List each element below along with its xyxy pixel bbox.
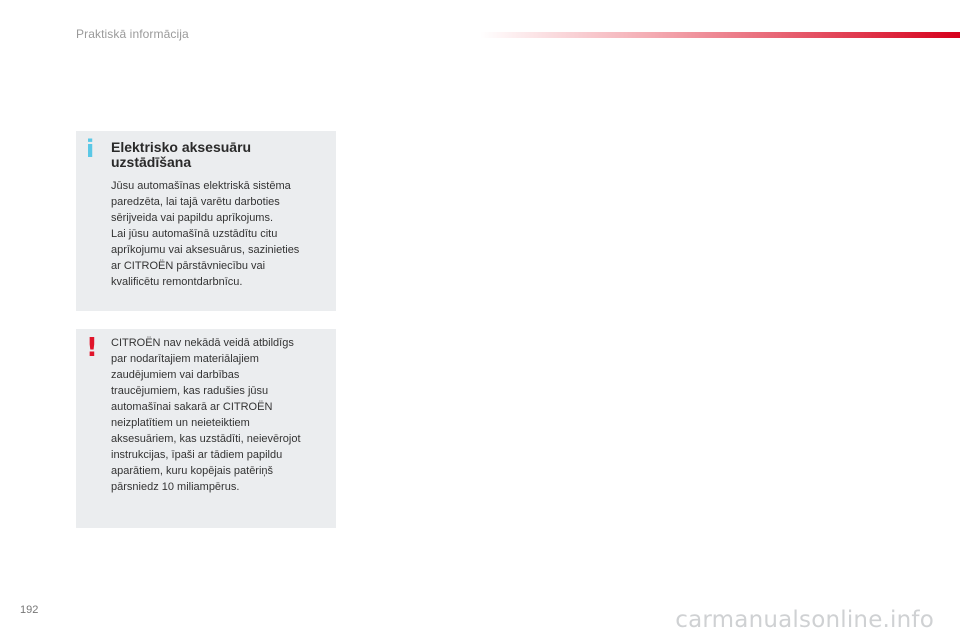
text-line: neizplatītiem un neieteiktiem [111, 417, 250, 429]
text-line: aparātiem, kuru kopējais patēriņš [111, 465, 274, 477]
text-line: paredzēta, lai tajā varētu darboties [111, 196, 280, 208]
warning-icon: ! [86, 333, 98, 363]
text-line: sērijveida vai papildu aprīkojums. [111, 212, 274, 224]
warning-box [76, 329, 336, 528]
info-box [76, 131, 336, 311]
text-line: zaudējumiem vai darbības [111, 369, 240, 381]
warning-box-text [111, 335, 333, 495]
page-number: 192 [20, 604, 39, 616]
info-box-title [111, 140, 326, 170]
info-box-text [111, 178, 333, 290]
text-line: par nodarītajiem materiālajiem [111, 353, 259, 365]
text-line: aksesuāriem, kas uzstādīti, neievērojot [111, 433, 301, 445]
text-line: Jūsu automašīnas elektriskā sistēma [111, 180, 291, 192]
text-line: CITROËN nav nekādā veidā atbildīgs [111, 337, 294, 349]
text-line: kvalificētu remontdarbnīcu. [111, 276, 243, 288]
title-line: Elektrisko aksesuāru [111, 139, 252, 155]
text-line: instrukcijas, īpaši ar tādiem papildu [111, 449, 283, 461]
text-line: Lai jūsu automašīnā uzstādītu citu [111, 228, 278, 240]
text-line: aprīkojumu vai aksesuārus, sazinieties [111, 244, 300, 256]
header-accent-bar [480, 32, 960, 38]
text-line: traucējumiem, kas radušies jūsu [111, 385, 269, 397]
watermark: carmanualsonline.info [675, 607, 934, 633]
section-title: Praktiskā informācija [76, 27, 189, 41]
info-icon: i [86, 135, 95, 163]
text-line: pārsniedz 10 miliampērus. [111, 481, 240, 493]
text-line: ar CITROËN pārstāvniecību vai [111, 260, 266, 272]
title-line: uzstādīšana [111, 154, 192, 170]
text-line: automašīnai sakarā ar CITROËN [111, 401, 273, 413]
